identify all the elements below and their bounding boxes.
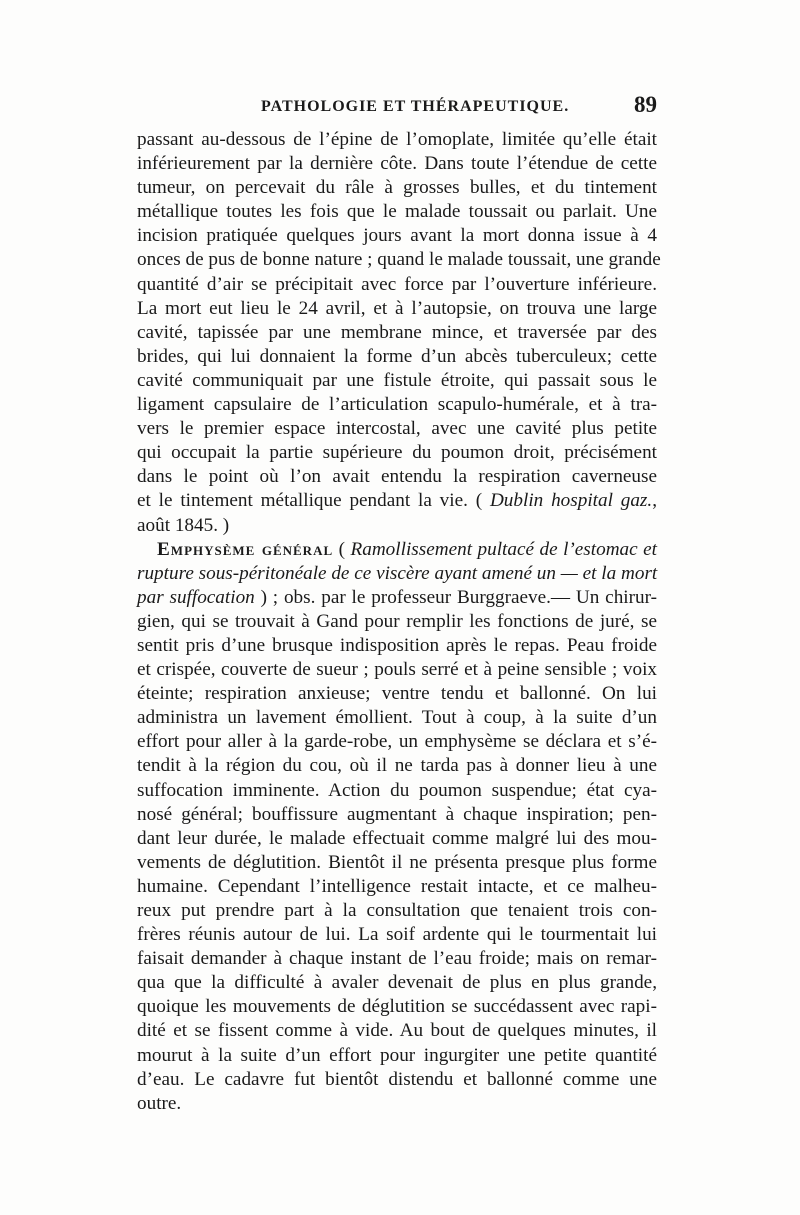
text-segment: suffocation imminente. Action du poumon suspendue; état cya-: [137, 779, 657, 801]
text-line: [137, 562, 657, 586]
text-line: [137, 923, 657, 947]
text-segment: Ramollissement pultacé de l’estomac et: [350, 538, 658, 560]
text-line: [137, 514, 657, 538]
page-number: 89: [634, 92, 657, 117]
text-segment: onces de pus de bonne nature ; quand le malade toussait, une grande: [137, 249, 661, 271]
section-heading: Emphysème général: [157, 538, 334, 560]
text-segment: ) ; obs. par le professeur Burggraeve.— Un chirur-: [254, 586, 658, 608]
text-segment: et crispée, couverte de sueur ; pouls serré et à peine sensible ; voix: [137, 659, 657, 681]
text-line: [137, 851, 657, 875]
text-segment: dité et se fissent comme à vide. Au bout de quelques minutes, il: [137, 1020, 657, 1042]
text-segment: et le tintement métallique pendant la vie. (: [137, 490, 490, 512]
text-segment: dans le point où l’on avait entendu la respiration caverneuse: [137, 466, 657, 488]
text-line: [137, 248, 661, 272]
text-segment: gien, qui se trouvait à Gand pour remplir les fonctions de juré, se: [137, 610, 657, 632]
text-segment: La mort eut lieu le 24 avril, et à l’autopsie, on trouva une large: [137, 297, 657, 319]
text-line: [137, 610, 657, 634]
text-segment: qui occupait la partie supérieure du poumon droit, précisément: [137, 442, 657, 464]
text-segment: nosé général; bouffissure augmentant à chaque inspiration; pen-: [137, 803, 657, 825]
text-segment: quoique les mouvements de déglutition se succédassent avec rapi-: [137, 996, 657, 1018]
text-line: [137, 947, 657, 971]
text-line: [137, 1019, 657, 1043]
text-segment: quantité d’air se précipitait avec force par l’ouverture inférieure.: [137, 273, 657, 295]
text-line: [137, 899, 657, 923]
text-line: [137, 128, 657, 152]
text-line: [137, 971, 657, 995]
text-segment: d’eau. Le cadavre fut bientôt distendu et ballonné comme une: [137, 1068, 657, 1090]
text-line: [137, 803, 657, 827]
text-line: [137, 730, 657, 754]
text-segment: tendit à la région du cou, où il ne tarda pas à donner lieu à une: [137, 755, 657, 777]
text-segment: ligament capsulaire de l’articulation scapulo-humérale, et à tra-: [137, 394, 657, 416]
text-segment: faisait demander à chaque instant de l’eau froide; mais on remar-: [137, 948, 657, 970]
text-line: [137, 152, 657, 176]
text-line: [137, 224, 657, 248]
page-header: [137, 92, 657, 122]
text-segment: dant leur durée, le malade effectuait comme malgré lui des mou-: [137, 827, 657, 849]
text-segment: frères réunis autour de lui. La soif ardente qui le tourmentait lui: [137, 924, 657, 946]
text-segment: passant au-dessous de l’épine de l’omoplate, limitée qu’elle était: [137, 129, 657, 150]
text-line: [137, 489, 657, 513]
text-line: [137, 273, 657, 297]
text-segment: effort pour aller à la garde-robe, un emphysème se déclara et s’é-: [137, 731, 657, 753]
text-segment: éteinte; respiration anxieuse; ventre tendu et ballonné. On lui: [137, 683, 657, 705]
text-segment: brides, qui lui donnaient la forme d’un abcès tuberculeux; cette: [137, 345, 657, 367]
text-line: [137, 441, 657, 465]
running-title: PATHOLOGIE ET THÉRAPEUTIQUE.: [261, 98, 570, 115]
text-segment: tumeur, on percevait du râle à grosses bulles, et du tintement: [137, 177, 657, 199]
text-line: [137, 176, 657, 200]
text-segment: ,: [652, 490, 657, 512]
text-line: [137, 1092, 657, 1116]
text-segment: sentit pris d’une brusque indisposition après le repas. Peau froide: [137, 634, 657, 656]
text-segment: humaine. Cependant l’intelligence restait intacte, et ce malheu-: [137, 875, 657, 897]
text-line: [137, 706, 657, 730]
text-segment: (: [333, 538, 351, 560]
text-segment: qua que la difficulté à avaler devenait de plus en plus grande,: [137, 972, 657, 994]
text-line: [137, 586, 657, 610]
text-segment: incision pratiquée quelques jours avant la mort donna issue à 4: [137, 225, 657, 247]
text-segment: rupture sous-péritonéale de ce viscère ayant amené un — et la mort: [137, 562, 658, 584]
text-line: [137, 779, 657, 803]
text-line: [137, 1068, 657, 1092]
text-segment: outre.: [137, 1092, 182, 1114]
text-line: [137, 682, 657, 706]
text-segment: reux put prendre part à la consultation que tenaient trois con-: [137, 900, 657, 921]
text-line: [137, 538, 657, 562]
text-line: [137, 1044, 657, 1068]
text-segment: août 1845. ): [137, 514, 230, 536]
text-segment: vers le premier espace intercostal, avec une cavité plus petite: [137, 418, 657, 440]
text-line: [137, 393, 657, 417]
text-segment: cavité, tapissée par une membrane mince, et traversée par des: [137, 321, 657, 343]
text-line: [137, 417, 657, 441]
text-line: [137, 369, 657, 393]
text-segment: vements de déglutition. Bientôt il ne présenta presque plus forme: [137, 851, 657, 873]
text-line: [137, 754, 657, 778]
text-line: [137, 345, 657, 369]
body-text: [137, 128, 661, 1116]
text-line: [137, 200, 657, 224]
text-line: [137, 321, 657, 345]
text-segment: par suffocation: [137, 586, 255, 608]
text-segment: administra un lavement émollient. Tout à coup, à la suite d’un: [137, 707, 657, 729]
text-segment: inférieurement par la dernière côte. Dans toute l’étendue de cette: [137, 153, 657, 175]
text-segment: Dublin hospital gaz.: [489, 490, 653, 512]
text-line: [137, 995, 657, 1019]
text-line: [137, 634, 657, 658]
text-line: [137, 297, 657, 321]
text-segment: métallique toutes les fois que le malade toussait ou parlait. Une: [137, 201, 657, 223]
text-line: [137, 465, 657, 489]
text-line: [137, 827, 657, 851]
text-segment: mourut à la suite d’un effort pour ingurgiter une petite quantité: [137, 1044, 657, 1066]
text-line: [137, 658, 657, 682]
text-segment: cavité communiquait par une fistule étroite, qui passait sous le: [137, 369, 657, 391]
text-line: [137, 875, 657, 899]
